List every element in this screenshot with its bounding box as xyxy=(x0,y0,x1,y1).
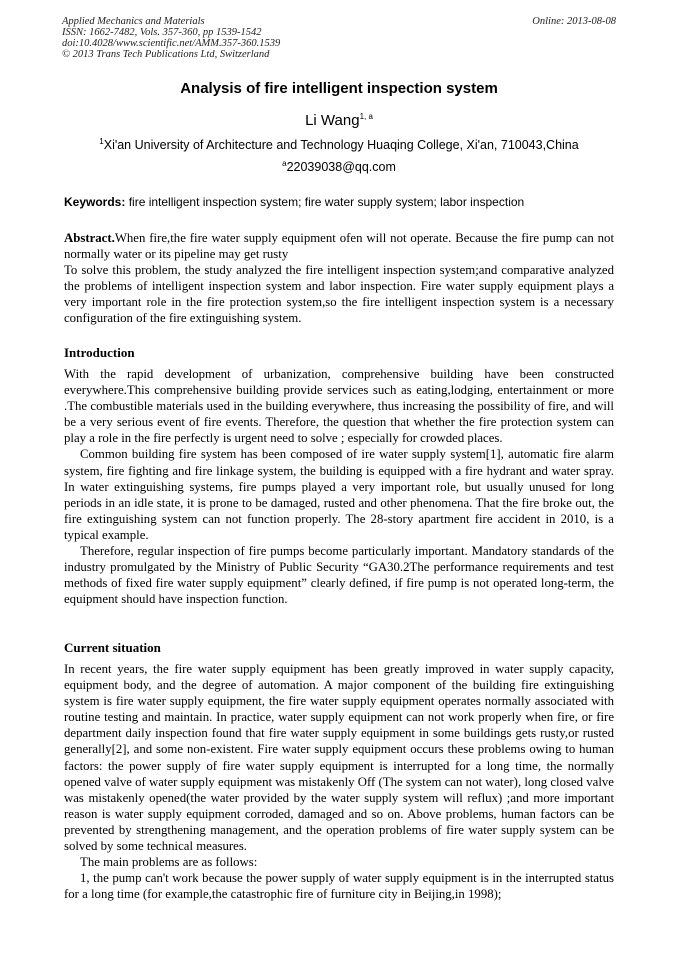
keywords xyxy=(64,195,624,209)
intro-paragraph-2: Common building fire system has been composed of ire water supply system[1], automatic fire alarm system, fire fighting and fire linkage system, the building is equipped with a fire hydrant and water spray. In water extinguishing systems, fire pumps played a very important role, but usually unused for long periods in an idle state, it is prone to be damaged, rusted and other phenomena. That the fire broke out, the fire extinguishing system can not function properly. The 28-story apartment fire accident in 2010, is a typical example. xyxy=(64,447,614,542)
email-text: 22039038@qq.com xyxy=(286,160,396,174)
keywords-label: Keywords: xyxy=(64,195,126,209)
doi: doi:10.4028/www.scientific.net/AMM.357-360.1539 xyxy=(62,38,281,49)
journal-header xyxy=(62,16,616,60)
abstract-paragraph-2: To solve this problem, the study analyzed the fire intelligent inspection system;and comparative analyzed the problems of intelligent inspection system and labor inspection. Fire water supply equipment plays a very important role in the fire protection system,so the fire intelligent inspection system is a necessary configuration of the fire extinguishing system. xyxy=(64,263,614,326)
paper-title: Analysis of fire intelligent inspection system xyxy=(180,80,498,97)
intro-paragraph-3: Therefore, regular inspection of fire pumps become particularly important. Mandatory standards of the industry promulgated by the Ministry of Public Security “GA30.2The performance requirements and test methods of fixed fire water supply equipment” clearly defined, if fire pump is not operated long-term, the equipment should have inspection function. xyxy=(64,544,614,607)
current-paragraph-3: 1, the pump can't work because the power supply of water supply equipment is in the interrupted status for a long time (for example,the catastrophic fire of furniture city in Beijing,in 1998); xyxy=(64,871,614,902)
current-situation-section xyxy=(64,661,614,902)
author-name: Li Wang xyxy=(305,112,360,129)
journal-name: Applied Mechanics and Materials xyxy=(62,16,205,27)
author-email xyxy=(0,160,678,174)
introduction-section xyxy=(64,366,614,607)
copyright: © 2013 Trans Tech Publications Ltd, Switzerland xyxy=(62,49,270,60)
online-date: Online: 2013-08-08 xyxy=(532,16,616,27)
keywords-text: fire intelligent inspection system; fire water supply system; labor inspection xyxy=(125,195,525,209)
affiliation-text: Xi'an University of Architecture and Technology Huaqing College, Xi'an, 710043,China xyxy=(103,138,579,152)
author-sup: 1, a xyxy=(359,112,373,121)
issn: ISSN: 1662-7482, Vols. 357-360, pp 1539-1542 xyxy=(62,27,262,38)
author xyxy=(0,112,678,129)
abstract-section xyxy=(64,230,614,327)
affiliation xyxy=(0,138,678,152)
current-situation-heading: Current situation xyxy=(64,640,161,655)
abstract-text-1: When fire,the fire water supply equipment ofen will not operate. Because the fire pump can not normally water or its pipeline may get rusty xyxy=(64,231,614,262)
affiliation-sup: 1 xyxy=(99,136,104,146)
current-paragraph-1: In recent years, the fire water supply equipment has been greatly improved in water supply capacity, equipment body, and the degree of automation. A major component of the building fire extinguishing system is fire water supply equipment, the fire water supply equipment operates normally associated with routine testing and maintain. In practice, water supply equipment can not work properly when fire, or fire department daily inspection found that fire water supply equipment in some buildings gets rusty,or rusted generally[2], and some non-existent. Fire water supply equipment occurs these problems owing to human factors: the power supply of fire water supply equipment is interrupted for a long time, the normally opened valve of water supply equipment was mistakenly Off (The system can not water), long closed valve was mistakenly opened(the water provided by the water supply system will reflux) ;and more important reason is water supply equipment corroded, damaged and so on. Above problems, human factors can be prevented by strengthening management, and the operation problems of fire water supply system can be solved by some technical measures. xyxy=(64,662,614,854)
intro-paragraph-1: With the rapid development of urbanization, comprehensive building have been constructed everywhere.This comprehensive building provide services such as eating,lodging, entertainment or more .The combustible materials used in the building everywhere, thus increasing the possibility of fire, and will be a very serious event of fire events. Therefore, the question that whether the fire protection system can play a role in the fire perfectly is urgent need to solve ; especially for crowded places. xyxy=(64,367,614,446)
email-sup: a xyxy=(282,158,287,168)
introduction-heading: Introduction xyxy=(64,345,135,360)
abstract-paragraph-1 xyxy=(64,230,614,262)
current-paragraph-2: The main problems are as follows: xyxy=(80,855,258,870)
abstract-label: Abstract. xyxy=(64,231,115,245)
